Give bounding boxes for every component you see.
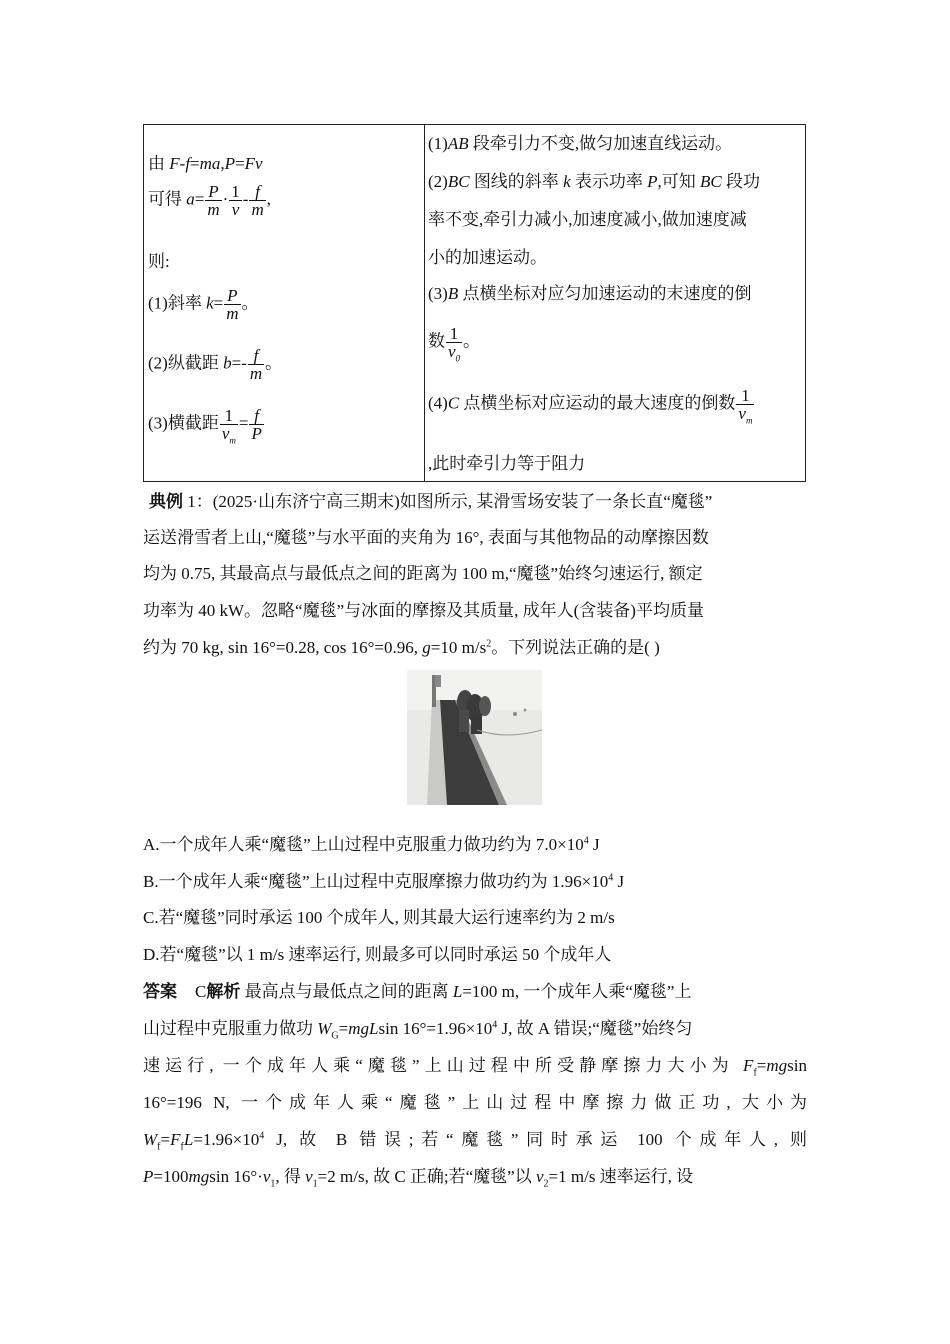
text: = bbox=[756, 1056, 767, 1075]
var: P bbox=[143, 1167, 154, 1186]
left-line-2 bbox=[148, 183, 271, 218]
text: · bbox=[222, 189, 229, 209]
answer-label: 答案 bbox=[143, 982, 177, 1001]
right-line-7 bbox=[428, 386, 804, 426]
var: ma bbox=[199, 154, 221, 173]
var: BC bbox=[700, 172, 722, 191]
subscript: G bbox=[331, 1030, 339, 1042]
text: =2 m/s, 故 C 正确;若“魔毯”以 bbox=[317, 1167, 536, 1186]
numerator: 1 bbox=[446, 325, 462, 343]
var: b bbox=[223, 353, 232, 373]
text: 段功 bbox=[721, 172, 760, 191]
text: - bbox=[242, 189, 249, 209]
subscript: f bbox=[157, 1141, 161, 1153]
subscript: 0 bbox=[455, 353, 461, 364]
var: AB bbox=[447, 134, 469, 153]
fraction-1-over-vm-right bbox=[736, 386, 754, 426]
photo-illustration bbox=[407, 670, 542, 805]
example-line-4: 功率为 40 kW。忽略“魔毯”与冰面的摩擦及其质量, 成年人(含装备)平均质量 bbox=[143, 601, 704, 620]
text: = bbox=[213, 293, 224, 313]
var: F bbox=[169, 154, 180, 173]
text: =100 bbox=[153, 1167, 189, 1186]
table-divider bbox=[424, 125, 425, 481]
text: J bbox=[613, 872, 625, 891]
fraction-1-over-v bbox=[229, 183, 242, 218]
text: (1)斜率 bbox=[148, 293, 207, 313]
text: 段牵引力不变,做匀加速直线运动。 bbox=[468, 134, 733, 153]
text: 。 bbox=[463, 331, 481, 351]
text: 1：(2025·山东济宁高三期末)如图所示, 某滑雪场安装了一条长直“魔毯” bbox=[183, 492, 713, 511]
text: 速运行, 一个成年人乘“魔毯”上山过程中所受静摩擦力大小为 bbox=[143, 1056, 744, 1075]
text: 山过程中克服重力做功 bbox=[143, 1019, 318, 1038]
example-label: 典例 bbox=[149, 492, 183, 511]
numerator: P bbox=[205, 183, 221, 201]
text: = bbox=[190, 154, 200, 173]
text: 约为 70 kg, sin 16°=0.28, cos 16°=0.96, bbox=[143, 638, 423, 657]
subscript: 1 bbox=[312, 1178, 318, 1190]
numerator: f bbox=[249, 407, 263, 425]
text: (4) bbox=[428, 393, 448, 413]
text: A.一个成年人乘“魔毯”上山过程中克服重力做功约为 7.0×10 bbox=[143, 835, 584, 854]
right-line-3: 率不变,牵引力减小,加速度减小,做加速度减 bbox=[428, 210, 747, 229]
var: W bbox=[317, 1019, 332, 1038]
fraction-p-over-m bbox=[205, 183, 221, 218]
text: 由 bbox=[148, 154, 170, 173]
superscript: 2 bbox=[486, 638, 492, 650]
var: mgL bbox=[348, 1019, 379, 1038]
text: B.一个成年人乘“魔毯”上山过程中克服摩擦力做功约为 1.96×10 bbox=[143, 872, 609, 891]
text: sin bbox=[787, 1056, 807, 1075]
var: k bbox=[206, 293, 214, 313]
text: (1) bbox=[428, 134, 448, 153]
fraction-f-over-m bbox=[249, 183, 265, 218]
var: v bbox=[305, 1167, 313, 1186]
text: =1 m/s 速率运行, 设 bbox=[548, 1167, 694, 1186]
example-line-3: 均为 0.75, 其最高点与最低点之间的距离为 100 m,“魔毯”始终匀速运行, 额定 bbox=[143, 564, 703, 583]
right-line-8: ,此时牵引力等于阻力 bbox=[428, 454, 586, 473]
numerator: 1 bbox=[220, 407, 238, 425]
denominator: m bbox=[207, 200, 220, 219]
text: 图线的斜率 bbox=[469, 172, 564, 191]
option-b bbox=[143, 867, 807, 892]
var: L bbox=[452, 982, 463, 1001]
var: P bbox=[647, 172, 658, 191]
left-line-4 bbox=[148, 287, 259, 322]
var: mg bbox=[188, 1167, 210, 1186]
answer-line-6 bbox=[143, 1162, 807, 1190]
analysis-label: 解析 bbox=[206, 982, 241, 1001]
answer-choice: C bbox=[195, 982, 207, 1001]
text: 。下列说法正确的是( ) bbox=[491, 638, 660, 657]
right-line-4: 小的加速运动。 bbox=[428, 248, 547, 267]
option-a bbox=[143, 830, 807, 855]
superscript: 4 bbox=[259, 1130, 265, 1142]
text: =1.96×10 bbox=[193, 1130, 260, 1149]
superscript: 4 bbox=[608, 872, 614, 884]
subscript: f bbox=[180, 1141, 184, 1153]
text: J bbox=[588, 835, 600, 854]
text: 。 bbox=[241, 293, 259, 313]
var: v bbox=[535, 1167, 544, 1186]
answer-line-1 bbox=[143, 977, 807, 1002]
numerator: f bbox=[248, 347, 264, 365]
text: =10 m/s bbox=[430, 638, 487, 657]
answer-line-3 bbox=[143, 1051, 807, 1079]
var: f bbox=[185, 154, 191, 173]
var: k bbox=[563, 172, 571, 191]
answer-line-5 bbox=[143, 1125, 807, 1153]
example-line-2: 运送滑雪者上山,“魔毯”与水平面的夹角为 16°, 表面与其他物品的动摩擦因数 bbox=[143, 528, 709, 547]
var: F bbox=[743, 1056, 754, 1075]
text: 最高点与最低点之间的距离 bbox=[240, 982, 453, 1001]
denominator: v bbox=[231, 200, 240, 219]
superscript: 4 bbox=[492, 1019, 498, 1031]
text: =100 m, 一个成年人乘“魔毯”上 bbox=[462, 982, 692, 1001]
text: = bbox=[338, 1019, 349, 1038]
text: - bbox=[179, 154, 186, 173]
fraction-intercept bbox=[248, 347, 264, 382]
text: (2)纵截距 bbox=[148, 353, 224, 373]
var: v bbox=[262, 1167, 271, 1186]
text: 表示功率 bbox=[570, 172, 648, 191]
left-line-1 bbox=[148, 149, 263, 174]
var: P bbox=[224, 154, 236, 173]
text: , bbox=[266, 189, 271, 209]
denominator: v bbox=[448, 342, 456, 361]
right-line-6 bbox=[428, 324, 804, 364]
subscript: f bbox=[753, 1067, 757, 1079]
subscript: m bbox=[745, 415, 753, 426]
numerator: 1 bbox=[231, 182, 240, 201]
subscript: m bbox=[229, 435, 236, 446]
denominator: P bbox=[251, 424, 262, 443]
fraction-f-over-p bbox=[249, 407, 263, 442]
text: J, 故 A 错误;“魔毯”始终匀 bbox=[497, 1019, 693, 1038]
var: a bbox=[186, 189, 195, 209]
text: (2) bbox=[428, 172, 448, 191]
text: sin 16°· bbox=[209, 1167, 263, 1186]
fraction-1-over-vm bbox=[220, 406, 238, 446]
text: ,可知 bbox=[657, 172, 700, 191]
left-line-6 bbox=[148, 406, 265, 446]
var: W bbox=[143, 1130, 158, 1149]
left-line-3: 则: bbox=[148, 252, 170, 271]
right-line-1 bbox=[428, 129, 804, 154]
numerator: f bbox=[249, 183, 265, 201]
var: g bbox=[422, 638, 431, 657]
right-line-5 bbox=[428, 279, 804, 304]
denominator: m bbox=[249, 364, 263, 383]
denominator: m bbox=[226, 304, 239, 323]
denominator: v bbox=[221, 424, 230, 443]
fraction-1-over-v0 bbox=[446, 324, 462, 364]
text: , 得 bbox=[275, 1167, 306, 1186]
option-c: C.若“魔毯”同时承运 100 个成年人, 则其最大运行速率约为 2 m/s bbox=[143, 908, 615, 927]
example-line-5 bbox=[143, 633, 807, 658]
text: = bbox=[160, 1130, 171, 1149]
denominator: m bbox=[251, 200, 264, 219]
option-d: D.若“魔毯”以 1 m/s 速率运行, 则最多可以同时承运 50 个成年人 bbox=[143, 945, 612, 964]
var: B bbox=[447, 284, 459, 303]
text: sin 16°=1.96×10 bbox=[378, 1019, 493, 1038]
left-line-5 bbox=[148, 347, 282, 382]
text: 。 bbox=[265, 353, 283, 373]
text: = bbox=[235, 154, 245, 173]
text: = bbox=[238, 413, 249, 433]
text: J, 故 B 错误;若“魔毯”同时承运 100 个成年人, 则 bbox=[264, 1130, 807, 1149]
text: 可得 bbox=[148, 189, 187, 209]
var: Fv bbox=[244, 154, 263, 173]
text: 数 bbox=[428, 331, 445, 351]
magic-carpet-photo bbox=[407, 670, 542, 805]
right-line-2 bbox=[428, 167, 804, 192]
denominator: v bbox=[738, 404, 746, 423]
numerator: 1 bbox=[736, 387, 754, 405]
text: 点横坐标对应匀加速运动的末速度的倒 bbox=[458, 284, 752, 303]
text: (3)横截距 bbox=[148, 413, 219, 433]
text: = bbox=[194, 189, 205, 209]
derivation-table bbox=[143, 124, 806, 482]
answer-line-2 bbox=[143, 1014, 807, 1042]
var: F bbox=[170, 1130, 181, 1149]
var: BC bbox=[447, 172, 470, 191]
answer-line-4: 16°=196 N, 一个成年人乘“魔毯”上山过程中摩擦力做正功, 大小为 bbox=[143, 1093, 807, 1112]
fraction-slope bbox=[224, 287, 240, 322]
example-line-1 bbox=[143, 487, 807, 512]
superscript: 4 bbox=[583, 835, 589, 847]
text: (3) bbox=[428, 284, 448, 303]
var: mg bbox=[766, 1056, 788, 1075]
var: L bbox=[183, 1130, 194, 1149]
subscript: 2 bbox=[543, 1178, 549, 1190]
var: C bbox=[447, 393, 460, 413]
numerator: P bbox=[224, 287, 240, 305]
subscript: 1 bbox=[270, 1178, 276, 1190]
text: , bbox=[220, 154, 225, 173]
text: 点横坐标对应运动的最大速度的倒数 bbox=[459, 393, 736, 413]
text: =- bbox=[231, 353, 247, 373]
